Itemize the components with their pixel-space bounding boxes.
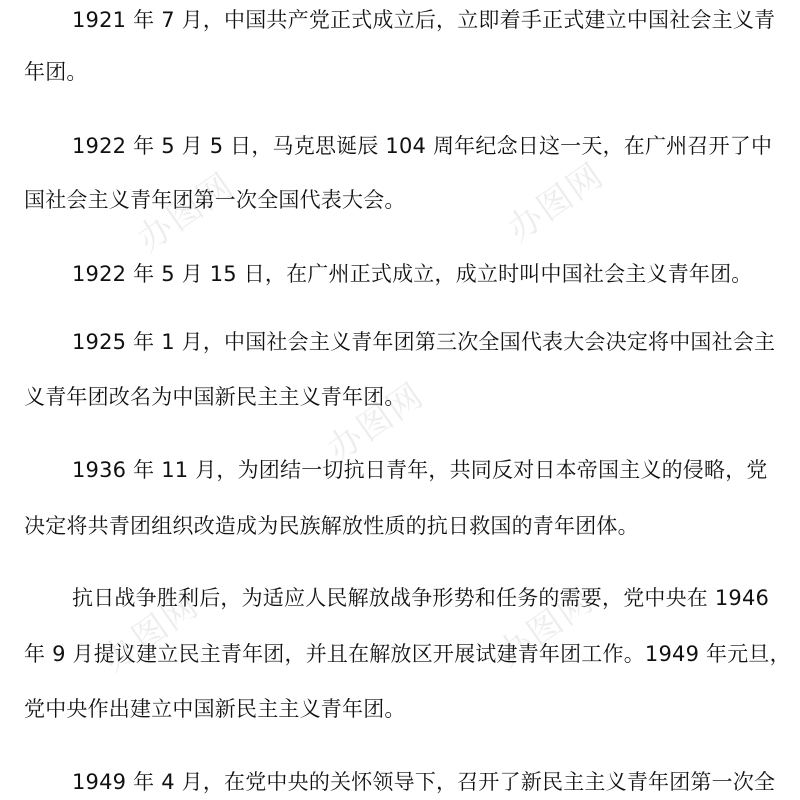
- paragraph-4-line-1: 1925 年 1 月，中国社会主义青年团第三次全国代表大会决定将中国社会主: [72, 330, 776, 354]
- text-line: [0, 322, 800, 362]
- watermark: 办图网: [95, 585, 207, 680]
- text-line: [0, 52, 800, 92]
- watermark: 办图网: [500, 155, 612, 250]
- text-line: [0, 450, 800, 490]
- text-line: [0, 180, 800, 220]
- paragraph-2-line-2: 国社会主义青年团第一次全国代表大会。: [24, 188, 406, 212]
- text-line: [0, 634, 800, 674]
- paragraph-6-line-3: 党中央作出建立中国新民主主义青年团。: [24, 697, 406, 721]
- paragraph-1-line-1: 1921 年 7 月，中国共产党正式成立后，立即着手正式建立中国社会主义青: [72, 8, 776, 32]
- text-line: [0, 578, 800, 618]
- text-line: [0, 689, 800, 729]
- paragraph-5-line-2: 决定将共青团组织改造成为民族解放性质的抗日救国的青年团体。: [24, 514, 639, 538]
- watermark: 办图网: [490, 580, 602, 675]
- text-line: [0, 254, 800, 294]
- watermark: 办图网: [320, 375, 432, 470]
- text-line: [0, 377, 800, 417]
- text-line: [0, 0, 800, 40]
- paragraph-7-line-1: 1949 年 4 月，在党中央的关怀领导下，召开了新民主主义青年团第一次全: [72, 770, 776, 794]
- paragraph-6-line-1: 抗日战争胜利后，为适应人民解放战争形势和任务的需要，党中央在 1946: [72, 586, 770, 610]
- paragraph-4-line-2: 义青年团改名为中国新民主主义青年团。: [24, 385, 406, 409]
- paragraph-2-line-1: 1922 年 5 月 5 日，马克思诞辰 104 周年纪念日这一天，在广州召开了中: [72, 134, 773, 158]
- paragraph-5-line-1: 1936 年 11 月，为团结一切抗日青年，共同反对日本帝国主义的侵略，党: [72, 458, 768, 482]
- text-line: [0, 506, 800, 546]
- text-line: [0, 126, 800, 166]
- paragraph-3-line-1: 1922 年 5 月 15 日，在广州正式成立，成立时叫中国社会主义青年团。: [72, 262, 753, 286]
- paragraph-6-line-2: 年 9 月提议建立民主青年团，并且在解放区开展试建青年团工作。1949 年元旦，: [24, 642, 791, 666]
- watermark: 办图网: [130, 165, 242, 260]
- text-line: [0, 762, 800, 800]
- paragraph-1-line-2: 年团。: [24, 60, 88, 84]
